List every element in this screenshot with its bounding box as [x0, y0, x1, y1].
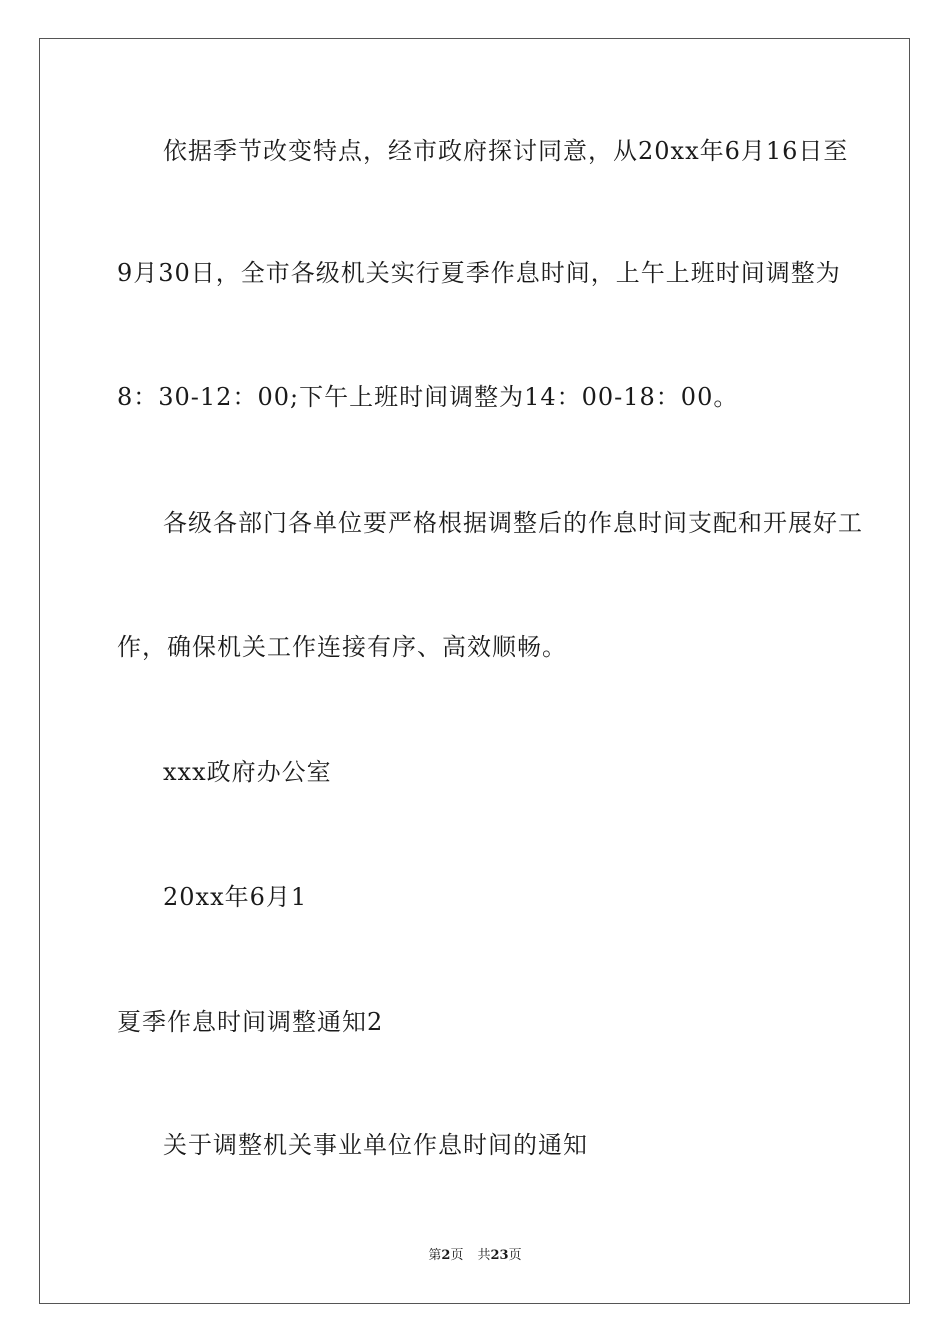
paragraph-line-4: 各级各部门各单位要严格根据调整后的作息时间支配和开展好工: [163, 509, 863, 537]
page-border: [39, 38, 910, 1304]
section-title: 夏季作息时间调整通知2: [117, 1008, 384, 1036]
paragraph-line-2: 9月30日，全市各级机关实行夏季作息时间，上午上班时间调整为: [117, 259, 841, 287]
page-suffix: 页: [450, 1248, 464, 1263]
signature-office: xxx政府办公室: [163, 758, 332, 786]
paragraph-line-3: 8：30-12：00;下午上班时间调整为14：00-18：00。: [117, 383, 739, 411]
total-suffix: 页: [508, 1248, 522, 1263]
page-number: 2: [441, 1248, 451, 1263]
total-prefix: 共: [477, 1248, 491, 1263]
signature-date: 20xx年6月1: [163, 883, 308, 911]
paragraph-line-1: 依据季节改变特点，经市政府探讨同意，从20xx年6月16日至: [163, 137, 849, 165]
paragraph-line-5: 作，确保机关工作连接有序、高效顺畅。: [117, 633, 567, 661]
page-footer: [0, 1248, 950, 1264]
total-pages: 23: [490, 1248, 509, 1263]
page-prefix: 第: [428, 1248, 442, 1263]
notice-heading: 关于调整机关事业单位作息时间的通知: [163, 1131, 588, 1159]
